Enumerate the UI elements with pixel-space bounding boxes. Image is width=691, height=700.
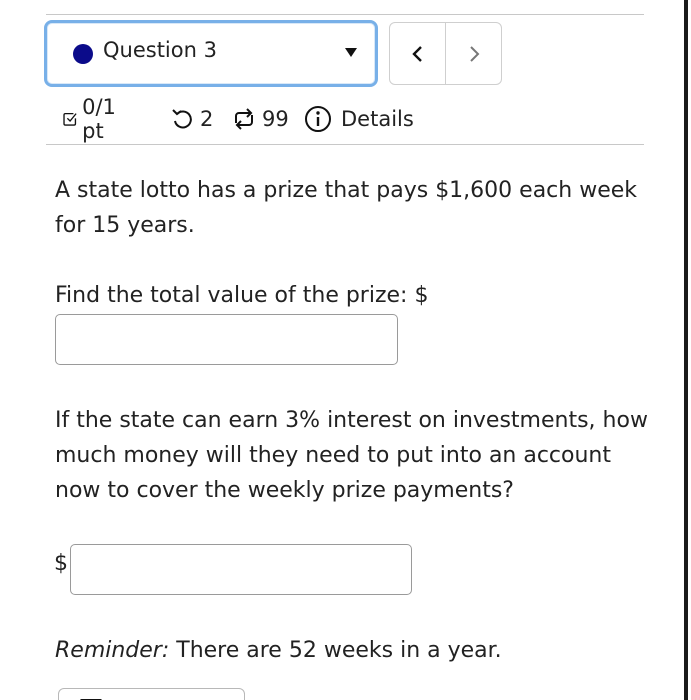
attempts-item (170, 102, 213, 136)
dollar-prefix: $ (54, 551, 68, 576)
reminder-text: There are 52 weeks in a year. (169, 638, 502, 663)
details-button[interactable] (304, 102, 414, 136)
versions-text: 99 (262, 107, 289, 131)
part2-prompt: If the state can earn 3% interest on investments, how much money will they need to put into an account now to cover the weekly prize payments? (55, 408, 648, 503)
details-label: Details (341, 107, 414, 131)
score-text: 0/1 pt (82, 95, 116, 143)
chevron-left-icon (411, 44, 425, 64)
question-intro: A state lotto has a prize that pays $1,600 each week for 15 years. (55, 178, 638, 238)
part1-prompt: Find the total value of the prize: $ (55, 283, 429, 308)
total-value-input[interactable] (55, 314, 398, 365)
attempts-text: 2 (200, 107, 214, 131)
reminder-label: Reminder: (55, 638, 170, 663)
present-value-input[interactable] (70, 544, 412, 595)
chevron-right-icon (467, 44, 481, 64)
status-dot-icon (73, 44, 93, 64)
header-divider (46, 144, 644, 145)
window-edge (684, 0, 688, 700)
next-question-button[interactable] (446, 23, 502, 84)
info-icon (304, 105, 332, 133)
score-item (62, 95, 124, 143)
top-divider (46, 14, 644, 15)
caret-down-icon (345, 48, 357, 57)
checkbox-icon (62, 107, 78, 131)
retry-icon (170, 107, 196, 131)
question-selector[interactable] (44, 20, 378, 87)
previous-question-button[interactable] (390, 23, 446, 84)
question-nav (389, 22, 502, 85)
reminder (55, 633, 502, 668)
versions-icon (230, 107, 258, 131)
submit-button[interactable] (58, 688, 245, 700)
question-selector-label: Question 3 (103, 38, 217, 62)
versions-item (230, 102, 289, 136)
